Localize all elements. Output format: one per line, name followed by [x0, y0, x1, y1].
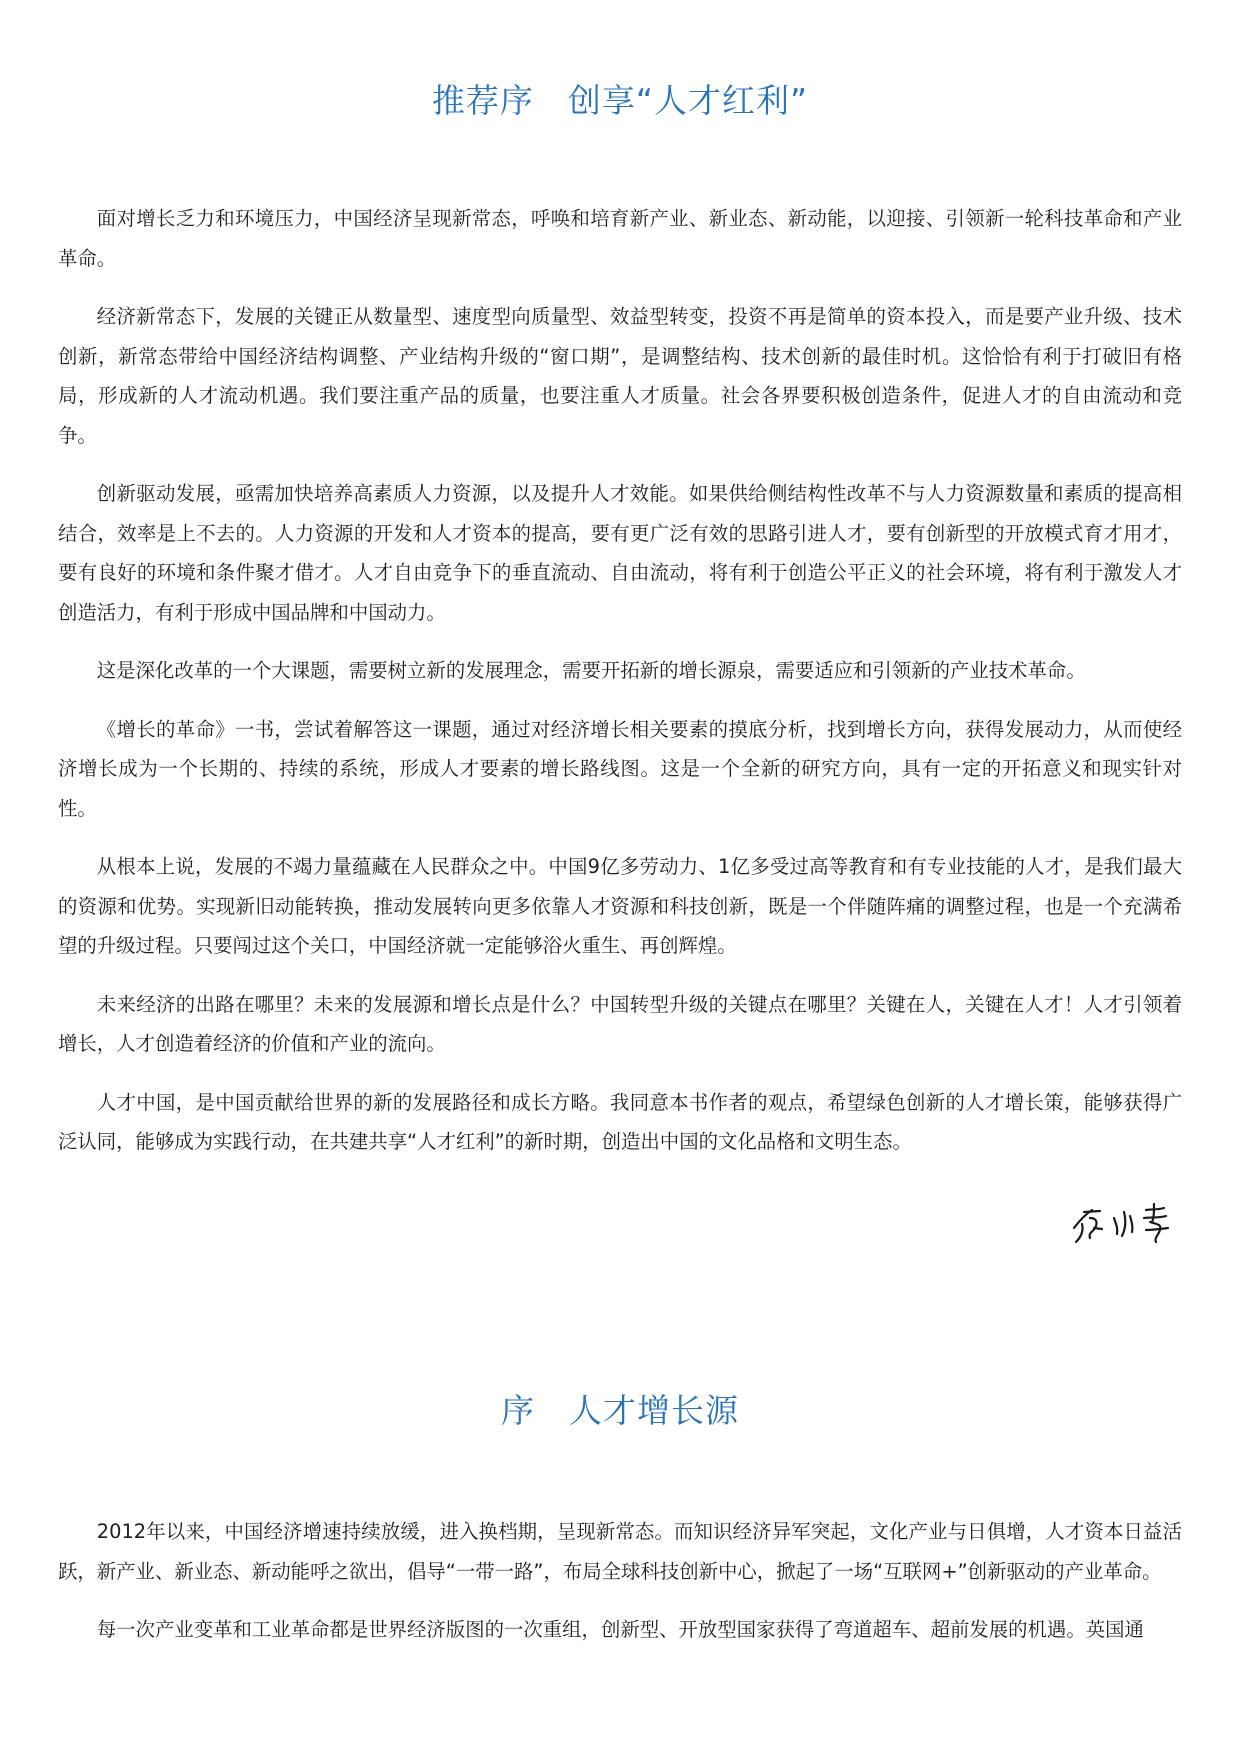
paragraph: 从根本上说，发展的不竭力量蕴藏在人民群众之中。中国9亿多劳动力、1亿多受过高等教育和有专业技能的人才，是我们最大的资源和优势。实现新旧动能转换，推动发展转向更多依靠人才资源和科技创新，既是一个伴随阵痛的调整过程，也是一个充满希望的升级过程。只要闯过这个关口，中国经济就一定能够浴火重生、再创辉煌。	[58, 855, 1182, 957]
foreword-body	[58, 1512, 1182, 1669]
preface-title: 推荐序 创享“人才红利”	[431, 81, 809, 120]
paragraph: 每一次产业变革和工业革命都是世界经济版图的一次重组，创新型、开放型国家获得了弯道超车、超前发展的机遇。英国通	[96, 1618, 1144, 1641]
paragraph: 创新驱动发展，亟需加快培养高素质人力资源，以及提升人才效能。如果供给侧结构性改革不与人力资源数量和素质的提高相结合，效率是上不去的。人力资源的开发和人才资本的提高，要有更广泛有效的思路引进人才，要有创新型的开放模式育才用才，要有良好的环境和条件聚才借才。人才自由竞争下的垂直流动、自由流动，将有利于创造公平正义的社会环境，将有利于激发人才创造活力，有利于形成中国品牌和中国动力。	[58, 482, 1182, 624]
paragraph: 人才中国，是中国贡献给世界的新的发展路径和成长方略。我同意本书作者的观点，希望绿色创新的人才增长策，能够获得广泛认同，能够成为实践行动，在共建共享“人才红利”的新时期，创造出中国的文化品格和文明生态。	[58, 1090, 1182, 1153]
preface-body	[58, 199, 1182, 1181]
paragraph: 未来经济的出路在哪里？未来的发展源和增长点是什么？中国转型升级的关键点在哪里？关键在人，关键在人才！人才引领着增长，人才创造着经济的价值和产业的流向。	[58, 992, 1182, 1055]
paragraph: 面对增长乏力和环境压力，中国经济呈现新常态，呼唤和培育新产业、新业态、新动能，以迎接、引领新一轮科技革命和产业革命。	[58, 207, 1182, 270]
signature-icon	[1070, 1198, 1180, 1244]
foreword-title: 序 人才增长源	[501, 1391, 739, 1430]
paragraph: 这是深化改革的一个大课题，需要树立新的发展理念，需要开拓新的增长源泉，需要适应和引领新的产业技术革命。	[96, 659, 1086, 682]
paragraph: 《增长的革命》一书，尝试着解答这一课题，通过对经济增长相关要素的摸底分析，找到增长方向，获得发展动力，从而使经济增长成为一个长期的、持续的系统，形成人才要素的增长路线图。这是一个全新的研究方向，具有一定的开拓意义和现实针对性。	[58, 717, 1182, 820]
paragraph: 2012年以来，中国经济增速持续放缓，进入换档期，呈现新常态。而知识经济异军突起，文化产业与日俱增，人才资本日益活跃，新产业、新业态、新动能呼之欲出，倡导“一带一路”，布局全球科技创新中心，掀起了一场“互联网+”创新驱动的产业革命。	[58, 1520, 1182, 1583]
paragraph: 经济新常态下，发展的关键正从数量型、速度型向质量型、效益型转变，投资不再是简单的资本投入，而是要产业升级、技术创新，新常态带给中国经济结构调整、产业结构升级的“窗口期”，是调整结构、技术创新的最佳时机。这恰恰有利于打破旧有格局，形成新的人才流动机遇。我们要注重产品的质量，也要注重人才质量。社会各界要积极创造条件，促进人才的自由流动和竞争。	[58, 305, 1182, 447]
